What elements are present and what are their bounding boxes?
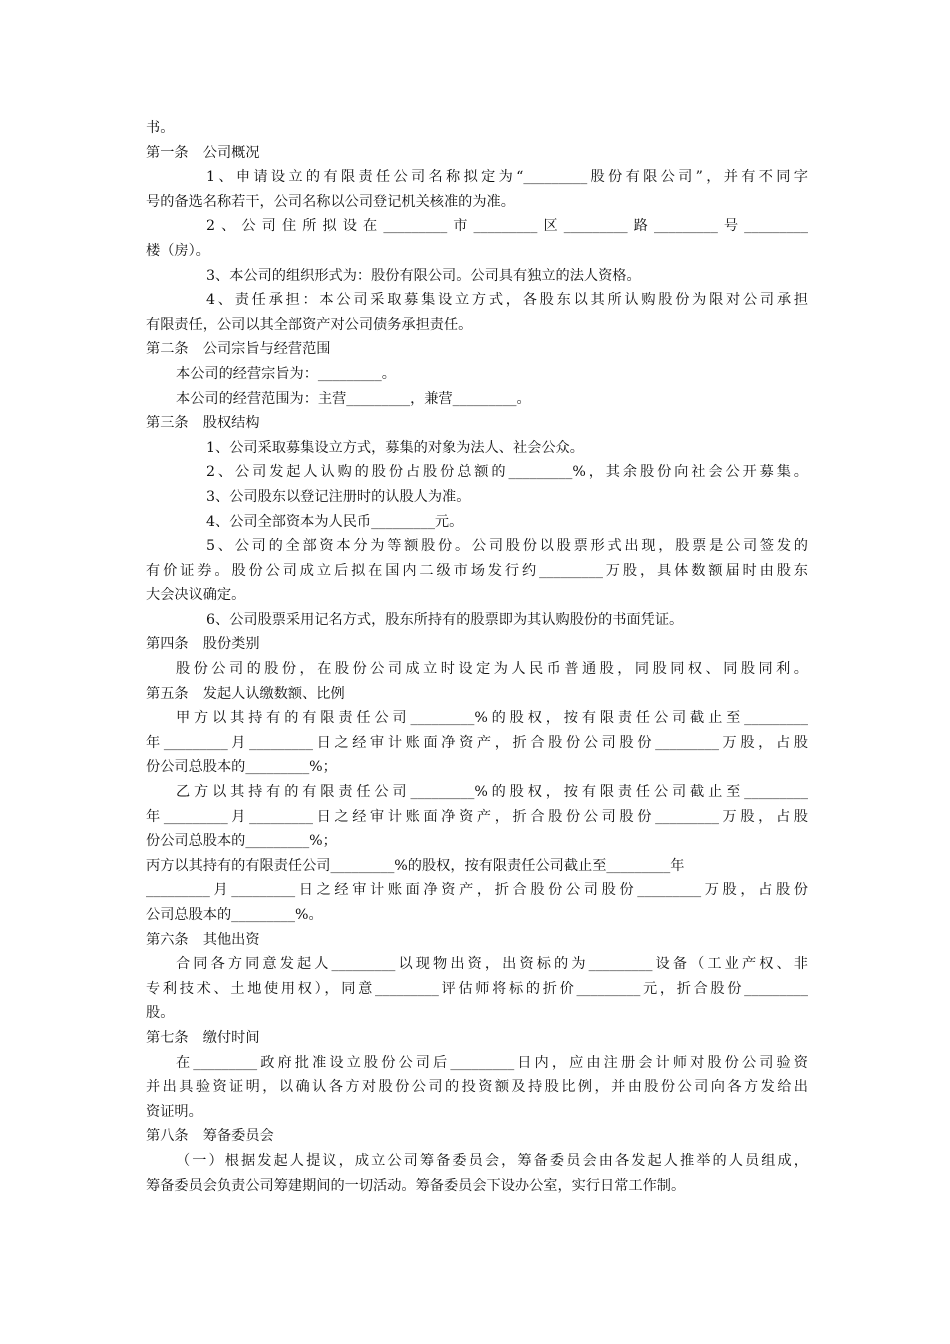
text-line: _________月_________日之经审计账面净资产，折合股份公司股份_________万股，占股份 [146, 882, 808, 899]
text-line: 本公司的经营范围为：主营_________，兼营_________。 [176, 390, 531, 407]
article-heading: 第八条 筹备委员会 [146, 1128, 274, 1145]
text-line: 楼（房）。 [146, 242, 210, 259]
text-line: 并出具验资证明，以确认各方对股份公司的投资额及持股比例，并由股份公司向各方发给出 [146, 1079, 808, 1096]
article-heading: 第五条 发起人认缴数额、比例 [146, 685, 345, 702]
text-line: 专利技术、土地使用权），同意_________评估师将标的折价_________元，折合股份_________ [146, 980, 808, 997]
text-line: （一）根据发起人提议，成立公司筹备委员会，筹备委员会由各发起人推举的人员组成， [176, 1152, 808, 1169]
text-line: 5、公司的全部资本分为等额股份。公司股份以股票形式出现，股票是公司签发的 [206, 538, 808, 555]
text-line: 有价证券。股份公司成立后拟在国内二级市场发行约_________万股，具体数额届时由股东 [146, 562, 808, 579]
text-line: 有限责任，公司以其全部资产对公司债务承担责任。 [146, 316, 473, 333]
text-line: 6、公司股票采用记名方式，股东所持有的股票即为其认购股份的书面凭证。 [206, 611, 684, 628]
article-heading: 第二条 公司宗旨与经营范围 [146, 341, 331, 358]
text-line: 3、本公司的组织形式为：股份有限公司。公司具有独立的法人资格。 [206, 267, 641, 284]
text-line: 3、公司股东以登记注册时的认股人为准。 [206, 488, 471, 505]
text-line: 本公司的经营宗旨为：_________。 [176, 365, 396, 382]
article-heading: 第六条 其他出资 [146, 931, 260, 948]
text-line: 乙方以其持有的有限责任公司_________%的股权，按有限责任公司截止至_________ [176, 784, 808, 801]
text-line: 资证明。 [146, 1103, 203, 1120]
text-line: 股。 [146, 1005, 175, 1022]
text-line: 份公司总股本的_________%； [146, 833, 337, 850]
article-heading: 第四条 股份类别 [146, 636, 260, 653]
text-line: 书。 [146, 120, 175, 136]
text-line: 甲方以其持有的有限责任公司_________%的股权，按有限责任公司截止至_________ [176, 710, 808, 727]
text-line: 年_________月_________日之经审计账面净资产，折合股份公司股份_________万股，占股 [146, 808, 808, 825]
text-line: 公司总股本的_________%。 [146, 907, 323, 923]
text-line: 筹备委员会负责公司筹建期间的一切活动。筹备委员会下设办公室，实行日常工作制。 [146, 1177, 686, 1194]
document-body [146, 116, 808, 1198]
text-line: 4、公司全部资本为人民币_________元。 [206, 513, 464, 530]
article-heading: 第三条 股权结构 [146, 415, 260, 432]
text-line: 年_________月_________日之经审计账面净资产，折合股份公司股份_________万股，占股 [146, 734, 808, 751]
text-line: 在_________政府批准设立股份公司后_________日内，应由注册会计师对股份公司验资 [176, 1054, 808, 1071]
text-line: 丙方以其持有的有限责任公司_________%的股权，按有限责任公司截止至_________年 [146, 857, 685, 874]
text-line: 1、公司采取募集设立方式，募集的对象为法人、社会公众。 [206, 439, 584, 456]
text-line: 号的备选名称若干，公司名称以公司登记机关核准的为准。 [146, 193, 515, 210]
article-heading: 第一条 公司概况 [146, 144, 260, 161]
document-page [146, 116, 808, 1198]
text-line: 1、申请设立的有限责任公司名称拟定为“_________股份有限公司”，并有不同字 [206, 169, 808, 186]
text-line: 合同各方同意发起人_________以现物出资，出资标的为_________设备（工业产权、非 [176, 956, 808, 973]
text-line: 大会决议确定。 [146, 587, 246, 604]
text-line: 2、公司住所拟设在_________市_________区_________路_________号_________ [206, 218, 808, 235]
text-line: 份公司总股本的_________%； [146, 759, 337, 776]
text-line: 2、公司发起人认购的股份占股份总额的_________%，其余股份向社会公开募集。 [206, 464, 808, 481]
text-line: 股份公司的股份，在股份公司成立时设定为人民币普通股，同股同权、同股同利。 [176, 661, 808, 678]
text-line: 4、责任承担：本公司采取募集设立方式，各股东以其所认购股份为限对公司承担 [206, 292, 808, 309]
article-heading: 第七条 缴付时间 [146, 1029, 260, 1046]
